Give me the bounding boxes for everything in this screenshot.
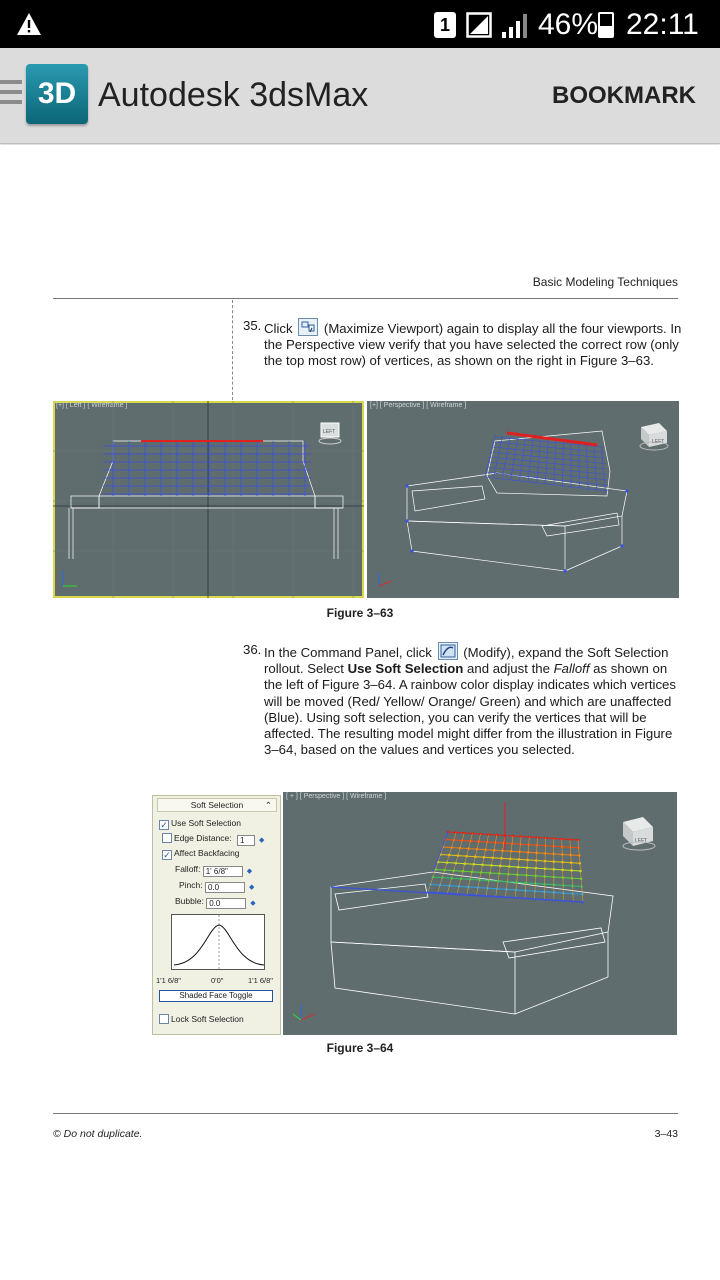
viewport-label: [+] [ Left ] [ Wireframe ] bbox=[56, 402, 128, 409]
left-view-wireframe bbox=[53, 401, 364, 598]
step-36 bbox=[243, 642, 683, 758]
bubble-spinner[interactable]: 0.0 bbox=[206, 898, 246, 909]
maximize-viewport-icon bbox=[298, 318, 318, 336]
soft-selection-wireframe bbox=[283, 792, 677, 1035]
bubble-row: Bubble: 0.0 ◆ bbox=[175, 896, 256, 908]
step-text-bold: Use Soft Selection bbox=[347, 661, 464, 677]
affect-backfacing-checkbox[interactable]: ✓ Affect Backfacing bbox=[163, 848, 240, 860]
spinner-arrows-icon: ◆ bbox=[249, 884, 255, 891]
page-number: 3–43 bbox=[654, 1128, 678, 1140]
app-title: Autodesk 3dsMax bbox=[98, 76, 369, 114]
modify-icon bbox=[438, 642, 458, 660]
falloff-curve-graph bbox=[171, 914, 265, 970]
perspective-viewport bbox=[367, 401, 679, 598]
edge-distance-checkbox[interactable]: Edge Distance: 1 ◆ bbox=[162, 833, 266, 846]
viewcube-icon bbox=[640, 423, 668, 450]
left-viewport bbox=[53, 401, 364, 598]
falloff-spinner[interactable]: 1' 6/8" bbox=[203, 866, 243, 877]
step-text: and adjust the bbox=[467, 661, 550, 677]
battery-icon bbox=[598, 12, 614, 38]
step-text: In the Command Panel, click bbox=[264, 645, 432, 660]
step-text: (Maximize Viewport) again to display all the four viewports. In the Perspective view verify that you have selected the correct row (only the top most row) of vertices, as shown on the right in Figure 3–63. bbox=[264, 321, 682, 369]
pinch-spinner[interactable]: 0.0 bbox=[205, 882, 245, 893]
battery-percent: 46% bbox=[538, 8, 599, 41]
step-text-italic: Falloff bbox=[553, 661, 590, 677]
use-soft-selection-checkbox[interactable]: ✓ Use Soft Selection bbox=[160, 818, 241, 830]
viewport-label: [ + ] [ Perspective ] [ Wireframe ] bbox=[286, 793, 387, 800]
no-signal-icon bbox=[466, 12, 492, 38]
perspective-viewport-soft-selection bbox=[283, 792, 677, 1035]
checkbox-icon bbox=[162, 833, 172, 843]
svg-text:LEFT: LEFT bbox=[635, 838, 648, 844]
margin-guide bbox=[232, 300, 233, 400]
spinner-arrows-icon: ◆ bbox=[250, 900, 256, 907]
checkbox-checked-icon: ✓ bbox=[160, 820, 168, 830]
step-35 bbox=[243, 318, 683, 370]
svg-text:LEFT: LEFT bbox=[323, 429, 336, 435]
step-text: Click bbox=[264, 321, 293, 336]
spinner-arrows-icon: ◆ bbox=[259, 837, 265, 844]
perspective-wireframe bbox=[367, 401, 679, 598]
app-bar bbox=[0, 48, 720, 144]
footer-divider bbox=[53, 1113, 678, 1114]
collapse-icon: ⌃ bbox=[264, 800, 272, 810]
bookmark-button[interactable]: BOOKMARK bbox=[552, 82, 696, 109]
running-header: Basic Modeling Techniques bbox=[532, 275, 678, 289]
document-page bbox=[0, 145, 720, 1280]
clock: 22:11 bbox=[626, 8, 699, 41]
step-text: (Modify), expand the Soft Selection rollout. Select bbox=[264, 645, 669, 677]
figure-caption: Figure 3–63 bbox=[326, 606, 394, 620]
viewcube-icon bbox=[319, 423, 341, 444]
spinner-arrows-icon: ◆ bbox=[246, 868, 253, 875]
header-divider bbox=[53, 298, 678, 299]
hamburger-menu-icon[interactable] bbox=[0, 80, 22, 106]
app-logo: 3D bbox=[26, 64, 88, 124]
svg-text:LEFT: LEFT bbox=[652, 439, 665, 445]
rollout-title[interactable]: Soft Selection ⌃ bbox=[157, 798, 277, 812]
step-number: 36. bbox=[243, 642, 262, 657]
step-text: as shown on the left of Figure 3–64. A rainbow color display indicates which vertices will be moved (Red/ Yellow/ Orange/ Green) and which are unaffected (Blue). Using soft selection, you can verify the vertices that will be affected. The resulting model might differ from the illustration in Figure 3–64, based on the values and vertices you selected. bbox=[264, 661, 676, 758]
status-bar bbox=[0, 0, 720, 48]
footer-copyright: © Do not duplicate. bbox=[53, 1128, 143, 1140]
lock-soft-selection-checkbox[interactable]: Lock Soft Selection bbox=[159, 1014, 244, 1024]
figure-caption: Figure 3–64 bbox=[326, 1041, 394, 1055]
viewcube-icon bbox=[623, 817, 655, 850]
sim-slot-icon: 1 bbox=[434, 12, 456, 38]
step-number: 35. bbox=[243, 318, 262, 333]
soft-selection-rollout: Soft Selection ⌃ ✓ Use Soft Selection Edge Distance: 1 ◆ ✓ Affect Backfacing Falloff: 1' 6/8" ◆ Pinch: 0.0 ◆ Bubble: 0.0 ◆ 1'1 6/8" 0'0" 1'1 6/8" Shaded Face Toggle Lock Soft Selection bbox=[152, 795, 281, 1035]
signal-strength-icon bbox=[500, 12, 530, 38]
viewport-label: [+] [ Perspective ] [ Wireframe ] bbox=[370, 402, 467, 409]
pinch-row: Pinch: 0.0 ◆ bbox=[179, 880, 255, 892]
checkbox-checked-icon: ✓ bbox=[163, 850, 171, 860]
falloff-row: Falloff: 1' 6/8" ◆ bbox=[175, 864, 253, 876]
checkbox-icon bbox=[159, 1014, 169, 1024]
shaded-face-toggle-button[interactable]: Shaded Face Toggle bbox=[159, 990, 273, 1002]
edge-distance-spinner[interactable]: 1 bbox=[237, 835, 255, 846]
warning-icon bbox=[16, 12, 42, 36]
